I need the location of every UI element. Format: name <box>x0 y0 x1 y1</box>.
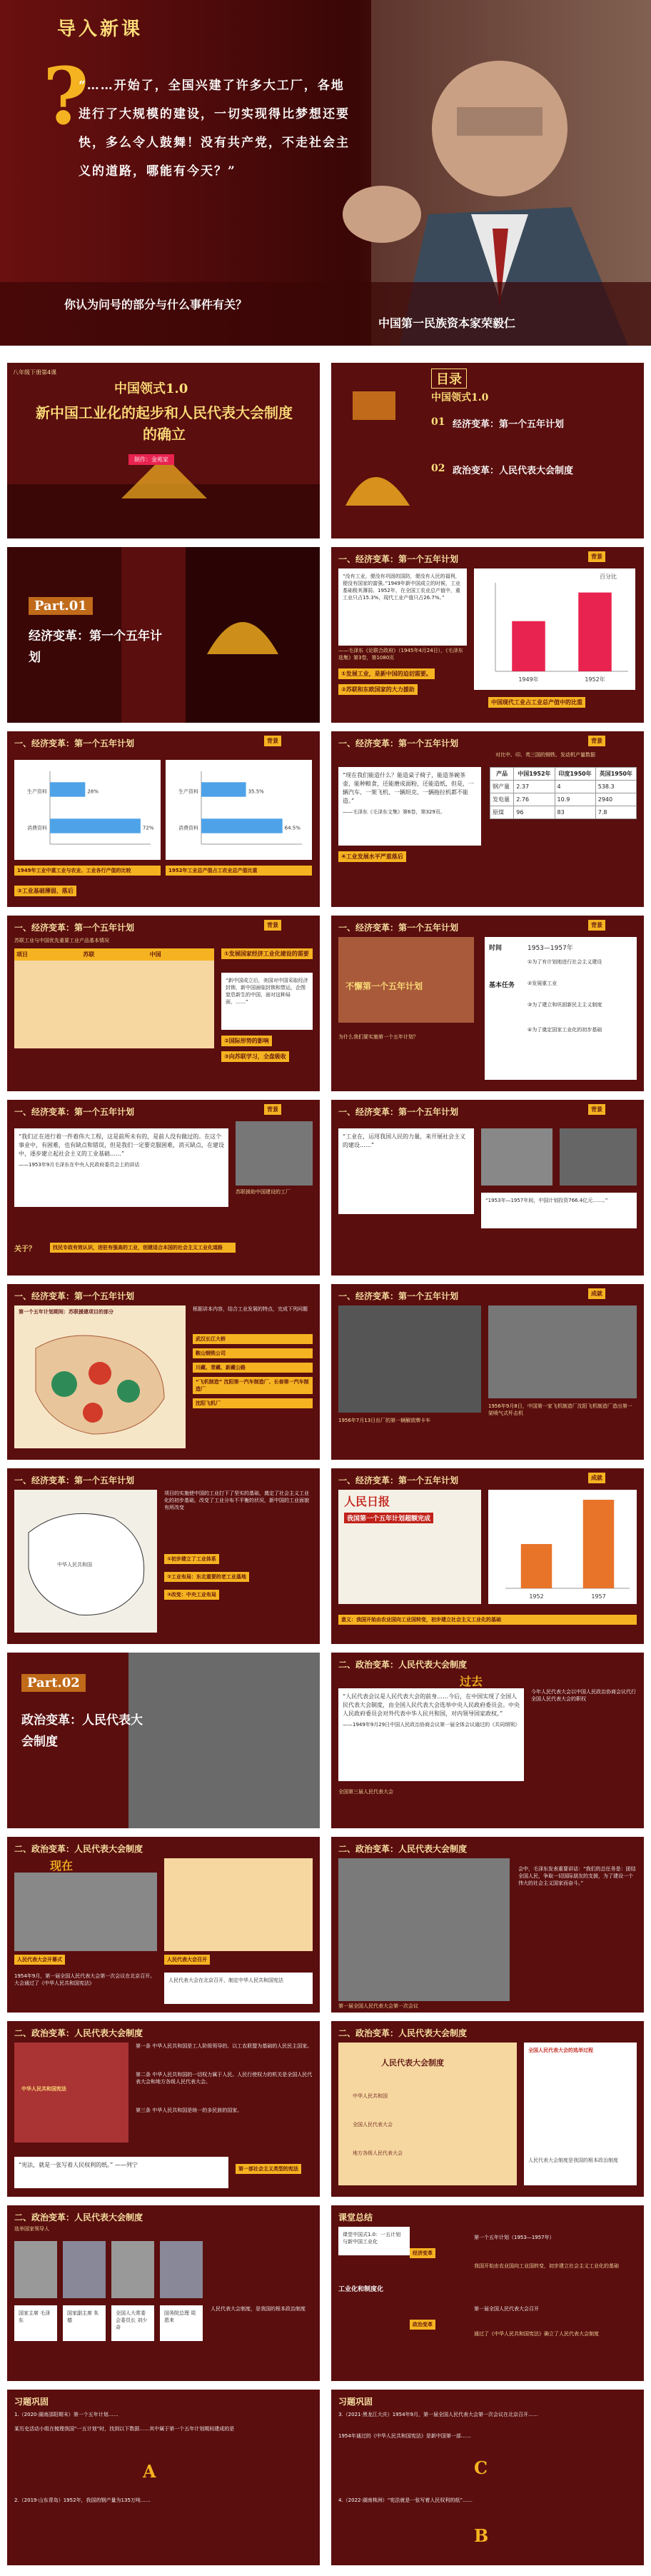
table-cell: 10.9 <box>555 793 595 806</box>
achievement-summary: 意义：我国开始由农业国向工业国转变，初步建立社会主义工业化的基础 <box>338 1615 637 1625</box>
tick-label: 1949年 <box>518 676 539 683</box>
bar <box>50 818 141 833</box>
chart2-caption: 1952年工业总产值占工农业总产值比重 <box>166 866 312 876</box>
bar <box>201 818 283 833</box>
bar <box>50 782 85 796</box>
part1-label: Part.01 <box>29 597 93 615</box>
side-text: “工业在，运用我国人民的力量，来开展社会主义的建设……” <box>343 1133 466 1148</box>
slide-industry-layout[interactable] <box>7 1468 320 1644</box>
construction-photo-caption: 苏联援助中国建设的工厂 <box>236 1189 291 1195</box>
construction-quote: “我们正在进行着一件着伟大工程，这是前所未有的，是前人没有做过的。在这个事业中，有困难，也有缺点和错误，但是我们一定要克服困难，消灭缺点，在建设中，逐步建立起社会主义的工业基础……” <box>19 1133 224 1157</box>
slide-system[interactable] <box>331 2021 644 2197</box>
exercise-answer-c: C <box>474 2457 488 2478</box>
slide-heading: 一、经济变革：第一个五年计划 <box>338 1291 459 1301</box>
slide-first-congress[interactable] <box>331 1837 644 2013</box>
table-cell: 7.8 <box>595 806 636 819</box>
system-poster <box>524 2043 637 2185</box>
leaders-text: 人民代表大会制度，是我国的根本政治制度 <box>211 2306 306 2312</box>
slide-heading: 一、经济变革：第一个五年计划 <box>14 923 135 933</box>
slide-past[interactable] <box>331 1653 644 1828</box>
contents-subtitle: 中国领式1.0 <box>431 392 489 404</box>
map-item: 川藏、青藏、新藏公路 <box>193 1363 313 1373</box>
construction-note: 找民专政有效认识，进驻有强高的工业，创建适合本国的社会主义工业化道路 <box>50 1243 236 1253</box>
contents-background <box>331 363 644 538</box>
poster-title: 全国人民代表大会的选举过程 <box>528 2048 593 2053</box>
layout-text: 项目的实施使中国的工业打下了坚实的基础，奠定了社会主义工业化的初步基础，改变了工业分布不平衡的状况，新中国的工业面貌有所改变 <box>164 1490 309 1510</box>
leader-portrait-4 <box>160 2241 203 2298</box>
chart2-panel <box>166 760 312 860</box>
truck-caption: 1956年7月13日出厂的第一辆解放牌卡车 <box>338 1418 431 1423</box>
present-caption-2: 人民代表大会召开 <box>164 1955 210 1965</box>
slide-soviet[interactable] <box>7 916 320 1091</box>
note-3: ③工业基础薄弱、落后 <box>14 886 76 896</box>
stamp-label: 背景 <box>588 1104 605 1115</box>
poster-text: 人民代表大会制度是我国的根本政治制度 <box>528 2157 618 2163</box>
soviet-quote: “新中国成立后，美国对中国采取经济封锁，新中国面临封锁和禁运，企图窒息新生的中国，面对这种局面，……” <box>221 973 313 1030</box>
exercise-answer: A <box>143 2461 156 2482</box>
table-row <box>490 793 637 806</box>
slide-heading: 一、经济变革：第一个五年计划 <box>338 1107 459 1117</box>
map-china <box>14 1305 186 1448</box>
value-label: 64.5% <box>284 825 301 831</box>
constitution-book <box>14 2043 128 2143</box>
task-1: ①为了有计划地进行社会主义建设 <box>528 959 602 965</box>
chart2-1952 <box>166 760 312 860</box>
bar <box>512 621 545 671</box>
slide-heading: 一、经济变革：第一个五年计划 <box>338 554 459 564</box>
slide-industry-ratio[interactable] <box>7 731 320 907</box>
hero-question: 你认为问号的部分与什么事件有关？ <box>64 298 248 311</box>
task-2: ②发展重工业 <box>528 981 557 986</box>
layout-map <box>14 1490 157 1633</box>
task-4: ④为了奠定国家工业化的初步基础 <box>528 1027 602 1033</box>
category-label: 消费资料 <box>27 825 47 831</box>
cover-badge: 制作：金苑家 <box>128 454 174 465</box>
category-label: 消费资料 <box>178 825 198 831</box>
truck-photo <box>338 1305 481 1413</box>
time-label: 时间 <box>489 945 503 952</box>
note-3: ③向苏联学习，全盘吸收 <box>221 1051 289 1062</box>
note-2: ②国际形势的影响 <box>221 1036 272 1046</box>
soviet-intro: 苏联工业与中国优先重要工业产品基本情况 <box>14 938 109 943</box>
layout-note-3: ③改变：中央工业布局 <box>164 1590 219 1600</box>
exercise-q1[interactable]: 1.（2020·湖南邵阳期末）第一个五年计划…… <box>14 2412 118 2417</box>
slide-heading: 习题巩固 <box>338 2397 373 2407</box>
leaders-caption: 选举国家领导人 <box>14 2226 49 2232</box>
table-header: 中国1952年 <box>514 768 555 781</box>
present-note: 人民代表大会在北京召开，制定中华人民共和国宪法 <box>164 1973 313 2004</box>
table-header: 产品 <box>490 768 514 781</box>
exercise-q3-text: 1954年通过的《中华人民共和国宪法》是新中国第一部…… <box>338 2433 471 2439</box>
bar <box>201 782 246 796</box>
past-text-box <box>338 1688 524 1781</box>
chart1-1949 <box>14 760 161 860</box>
slide-exercise-2[interactable] <box>331 2390 644 2565</box>
map-panel <box>14 1305 186 1448</box>
side-photo-1 <box>481 1128 552 1186</box>
background-quote-box <box>338 568 467 646</box>
stamp-label: 背景 <box>264 736 281 746</box>
slide-newspaper[interactable] <box>331 1468 644 1644</box>
constitution-point-2: 第二条 中华人民共和国的一切权力属于人民。人民行使权力的机关是全国人民代表大会和地方各级人民代表大会。 <box>136 2072 313 2085</box>
hero-quote: “……开始了，全国兴建了许多大工厂，各地进行了大规模的建设，一切实现得比梦想还要快，多么令人鼓舞！没有共产党，不走社会主义的道路，哪能有今天？” <box>79 79 350 179</box>
construction-source: ——1953年9月毛泽东在中央人民政府委员会上的讲话 <box>19 1162 140 1168</box>
map-item: 鞍山钢铁公司 <box>193 1348 313 1358</box>
comparison-table <box>490 767 637 819</box>
leader-portrait-1 <box>14 2241 57 2298</box>
category-label: 生产资料 <box>178 788 198 795</box>
construction-quote-box <box>14 1128 228 1207</box>
slide-background-chart[interactable] <box>331 547 644 723</box>
hero-label: 导入新课 <box>57 19 143 40</box>
slide-present[interactable] <box>7 1837 320 2013</box>
bar <box>578 593 612 671</box>
slide-heading: 一、经济变革：第一个五年计划 <box>338 923 459 933</box>
table-cell: 2.76 <box>514 793 555 806</box>
layout-note-2: ②工业布局：东北重要的老工业基地 <box>164 1572 249 1582</box>
chart-panel <box>474 568 635 690</box>
leader-name-3: 全国人大常委会委员长 刘少奇 <box>111 2305 154 2341</box>
contents-item1[interactable]: 经济变革：第一个五年计划 <box>453 419 565 430</box>
cover-headline: 新中国工业化的起步和人民代表大会制度的确立 <box>36 404 293 443</box>
stamp-label: 成就 <box>588 1288 605 1299</box>
stamp-label: 背景 <box>264 1104 281 1115</box>
poster-image <box>338 937 474 1023</box>
map-item: 武汉长江大桥 <box>193 1334 313 1344</box>
exercise-q2[interactable]: 2.（2019·山东青岛）1952年，我国的钢产量为135万吨…… <box>14 2497 151 2503</box>
slide-heading: 一、经济变革：第一个五年计划 <box>14 1107 135 1117</box>
slide-heading: 二、政治变革：人民代表大会制度 <box>338 1844 468 1854</box>
exercise-q4[interactable]: 4.（2022·湖南株洲）“宪法就是一张写着人民权利的纸”…… <box>338 2497 473 2503</box>
layout-map-label: 中华人民共和国 <box>57 1562 92 1568</box>
summary-branch-2: 政治变革 <box>410 2320 435 2330</box>
slide-contents[interactable] <box>331 363 644 538</box>
table-cell: 原煤 <box>490 806 514 819</box>
table-cell: 钢产量 <box>490 781 514 793</box>
side-text-box <box>338 1128 474 1214</box>
task-label: 基本任务 <box>489 982 515 989</box>
value-label: 35.5% <box>248 788 264 795</box>
slide-heading: 一、经济变革：第一个五年计划 <box>338 1475 459 1485</box>
table-cell: 4 <box>555 781 595 793</box>
system-item-2: 全国人民代表大会 <box>353 2122 393 2128</box>
background-quote: “没有工业，便没有巩固的国防，便没有人民的福利，便没有国家的富强。”1949年新中国成立的时候，工业基础极其薄弱。1952年，在全国工农业总产值中，重工业只占15.3%，现代工业产值只占26.7%。” <box>343 573 460 601</box>
slide-map-projects[interactable] <box>7 1284 320 1460</box>
system-item-1: 中华人民共和国 <box>353 2093 388 2099</box>
plane-photo <box>488 1305 637 1398</box>
category-label: 生产资料 <box>27 788 47 795</box>
value-label: 72% <box>142 825 154 831</box>
contents-item2-num: 02 <box>431 463 445 474</box>
table-header-row <box>490 768 637 781</box>
stamp-label: 背景 <box>588 736 605 746</box>
congress-photo <box>338 1858 510 2001</box>
task-3: ③为了建立和巩固新民主主义制度 <box>528 1002 602 1008</box>
leader-portrait-2 <box>63 2241 106 2298</box>
slide-heading: 二、政治变革：人民代表大会制度 <box>14 1844 143 1854</box>
slide-heading: 一、经济变革：第一个五年计划 <box>338 738 459 748</box>
constitution-point-1: 第一条 中华人民共和国是工人阶级领导的、以工农联盟为基础的人民民主国家。 <box>136 2043 313 2049</box>
stamp-label: 背景 <box>588 551 605 562</box>
note-2: ②苏联和东欧国家的大力援助 <box>338 684 418 695</box>
stamp-label: 成就 <box>588 1473 605 1483</box>
stamp-label: 背景 <box>264 920 281 931</box>
chart-footer: 中国现代工业占工业总产值中的比重 <box>488 697 585 708</box>
plane-caption: 1956年9月8日，中国第一家飞机制造厂沈阳飞机制造厂造出第一架喷气式歼击机 <box>488 1403 632 1416</box>
constitution-quote <box>14 2157 228 2188</box>
note-1: ①发展工业，是新中国的迫切需要。 <box>338 668 435 679</box>
part2-label: Part.02 <box>21 1674 86 1692</box>
summary-root: 工业化和制度化 <box>338 2286 384 2293</box>
contents-item1-num: 01 <box>431 416 445 428</box>
side-photo-2 <box>560 1128 637 1186</box>
growth-chart-panel <box>488 1490 637 1604</box>
chart1-caption: 1949年工业中重工业与农业、工业各行产值的比较 <box>14 866 161 876</box>
bar <box>583 1500 615 1588</box>
system-center: 人民代表大会制度 <box>381 2058 444 2068</box>
table-cell: 538.3 <box>595 781 636 793</box>
tick-label: 1952年 <box>585 676 605 683</box>
map-item: “飞机制造” 沈阳第一汽车制造厂、长春第一汽车制造厂 <box>193 1377 313 1394</box>
table-cell: 2.37 <box>514 781 555 793</box>
slide-heading: 二、政治变革：人民代表大会制度 <box>14 2212 143 2222</box>
slide-heading: 课堂总结 <box>338 2212 373 2222</box>
past-side-text: 今年人民代表大会以中国人民政治协商会议代行全国人民代表大会的职权 <box>531 1689 636 1702</box>
cover-title: 中国领式1.0 <box>114 381 188 396</box>
bar <box>521 1544 552 1588</box>
background-source: ——毛泽东《论联合政府》（1945年4月24日），《毛泽东选集》第3卷，第1080页 <box>338 648 463 661</box>
slide-comparison[interactable] <box>331 731 644 907</box>
leader-name-2: 国家副主席 朱德 <box>63 2305 106 2341</box>
table-cell: 83 <box>555 806 595 819</box>
hero-slide <box>0 0 651 346</box>
slide-heading: 二、政治变革：人民代表大会制度 <box>338 1660 468 1670</box>
congress-text: 会中，毛泽东发表重要讲话：“我们的总任务是：团结全国人民，争取一切国际朋友的支援，为了建设一个伟大的社会主义国家而奋斗。” <box>518 1866 636 1886</box>
quote-text: “宪法，就是一张写着人民权利的纸。” <box>19 2162 113 2168</box>
summary-leaf-2b: 通过了《中华人民共和国宪法》确立了人民代表大会制度 <box>474 2331 599 2337</box>
slide-part2[interactable] <box>7 1653 320 1828</box>
map-item: 沈阳飞机厂 <box>193 1398 313 1408</box>
slide-heading: 二、政治变革：人民代表大会制度 <box>14 2028 143 2038</box>
stamp-label: 背景 <box>588 920 605 931</box>
slide-five-year-plan[interactable] <box>331 916 644 1091</box>
plan-question: 为什么我们要实施第一个五年计划？ <box>338 1034 418 1040</box>
past-text: “人民代表会议是人民代表大会的前身……今后，在中国实现了全国人民代表大会制度，由全国人民代表大会选举中央人民政府委员会。中央人民政府委员会对外代表中华人民共和国，对内领导国家政权。” <box>343 1693 520 1717</box>
poster-banner: 不懈第一个五年计划 <box>345 981 423 991</box>
past-side-note: 全国第三届人民代表大会 <box>338 1789 393 1795</box>
congress-caption: 第一届全国人民代表大会第一次会议 <box>338 2003 418 2009</box>
plan-info-box <box>485 937 637 1080</box>
table-cell: 发电量 <box>490 793 514 806</box>
summary-branch-1: 经济变革 <box>410 2248 435 2258</box>
slide-leaders[interactable] <box>7 2205 320 2381</box>
construction-question: 关于？ <box>14 1246 36 1253</box>
slide-achievements[interactable] <box>331 1284 644 1460</box>
past-stamp: 过去 <box>460 1675 483 1688</box>
slide-part1[interactable] <box>7 547 320 723</box>
constitution-point-3: 第三条 中华人民共和国是统一的多民族的国家。 <box>136 2108 243 2113</box>
contents-title: 目录 <box>431 369 467 389</box>
layout-note-1: ①初步建立了工业体系 <box>164 1554 219 1564</box>
question-mark-icon: ? <box>43 50 89 142</box>
exercise-q3[interactable]: 3.（2021·黑龙江大庆）1954年9月，第一届全国人民代表大会第一次会议在北京召开…… <box>338 2412 538 2417</box>
summary-left-label: 课堂中国式1.0：一五计划与新中国工业化 <box>338 2227 410 2255</box>
part1-title: 经济变革：第一个五年计划 <box>29 629 162 665</box>
summary-leaf-2: 第一届全国人民代表大会召开 <box>474 2306 539 2312</box>
value-label: 28% <box>87 788 99 795</box>
slide-heading: 一、经济变革：第一个五年计划 <box>14 1475 135 1485</box>
slide-constitution[interactable] <box>7 2021 320 2197</box>
present-photo-2 <box>164 1858 313 1951</box>
table-header: 印度1950年 <box>555 768 595 781</box>
comparison-source: ——毛泽东《毛泽东文集》第6卷，第329页。 <box>343 809 445 815</box>
present-photo-1 <box>14 1873 157 1951</box>
slide-heading: 二、政治变革：人民代表大会制度 <box>338 2028 468 2038</box>
present-stamp: 现在 <box>50 1859 74 1873</box>
table-cell: 2940 <box>595 793 636 806</box>
table-header: 项目 <box>16 951 28 958</box>
note-4: ④工业发展水平严重落后 <box>338 851 406 862</box>
slide-construction[interactable] <box>7 1100 320 1276</box>
map-summary: 根据讲本内容，结合工业发展的特点，完成下列问题 <box>193 1306 308 1312</box>
exercise-answer-b: B <box>474 2525 489 2546</box>
note-1: ①发展国家经济工业化建设的需要 <box>221 948 313 959</box>
tick-label: 1957 <box>591 1593 606 1600</box>
growth-chart <box>488 1490 637 1604</box>
system-item-3: 地方各级人民代表大会 <box>353 2150 403 2156</box>
table-header: 中国 <box>149 951 161 958</box>
map-title: 第一个五年计划期间：苏联援建项目的部分 <box>19 1309 113 1315</box>
table-row <box>490 806 637 819</box>
contents-item2[interactable]: 政治变革：人民代表大会制度 <box>453 466 574 476</box>
table-cell: 96 <box>514 806 555 819</box>
newspaper-headline: 我国第一个五年计划超额完成 <box>344 1513 433 1523</box>
side-note: “1953年—1957年间，中国计划投资766.4亿元……。” <box>481 1193 637 1228</box>
present-caption-1: 人民代表大会开幕式 <box>14 1955 65 1965</box>
time-value: 1953—1957年 <box>528 945 573 952</box>
present-text: 1954年9月，第一届全国人民代表大会第一次会议在北京召开。大会通过了《中华人民共和国宪法》 <box>14 1973 156 1986</box>
leader-portrait-3 <box>111 2241 154 2298</box>
past-source: ——1949年9月29日中国人民政治协商会议第一届全体会议通过的《共同纲领》 <box>343 1722 520 1728</box>
slide-summary[interactable] <box>331 2205 644 2381</box>
part2-title: 政治变革：人民代表大会制度 <box>21 1713 143 1749</box>
soviet-table <box>14 948 214 1048</box>
book-title: 中华人民共和国宪法 <box>21 2086 66 2092</box>
slide-heading: 一、经济变革：第一个五年计划 <box>14 1291 135 1301</box>
leader-name-4: 国务院总理 周恩来 <box>160 2305 203 2341</box>
cover-tag: 八年级下册第4课 <box>13 369 57 376</box>
construction-photo <box>236 1121 313 1186</box>
constitution-note: 第一部社会主义类型的宪法 <box>236 2164 301 2174</box>
newspaper <box>338 1490 481 1604</box>
modern-industry-chart <box>474 568 635 690</box>
system-diagram <box>338 2043 517 2185</box>
table-row <box>490 781 637 793</box>
newspaper-title: 人民日报 <box>344 1495 390 1508</box>
comparison-quote: “现在我们能造什么？能造桌子椅子，能造茶碗茶壶，能种粮食，还能磨成面粉，还能造纸，但是，一辆汽车、一架飞机、一辆坦克、一辆拖拉机都不能造。” <box>343 772 474 804</box>
map-item-list <box>193 1334 313 1413</box>
quote-source: ——列宁 <box>114 2162 138 2168</box>
table-header: 英国1950年 <box>595 768 636 781</box>
slide-heading: 一、经济变革：第一个五年计划 <box>14 738 135 748</box>
table-header: 苏联 <box>83 951 95 958</box>
legend-label: 百分比 <box>600 573 617 580</box>
summary-leaf-1b: 我国开始由农业国向工业国转变，初步建立社会主义工业化的基础 <box>474 2263 619 2269</box>
slide-side-text[interactable] <box>331 1100 644 1276</box>
slide-title-cover[interactable] <box>7 363 320 538</box>
tick-label: 1952 <box>529 1593 544 1600</box>
top-note: 对比中、印、英三国的钢铁、发动机产量数据 <box>495 752 595 758</box>
slide-heading: 习题巩固 <box>14 2397 49 2407</box>
leader-name-1: 国家主席 毛泽东 <box>14 2305 57 2341</box>
slide-exercise-1[interactable] <box>7 2390 320 2565</box>
summary-leaf-1: 第一个五年计划（1953—1957年） <box>474 2235 555 2240</box>
soviet-table-header <box>14 948 214 961</box>
hero-caption: 中国第一民族资本家荣毅仁 <box>378 316 516 330</box>
chart1-panel <box>14 760 161 860</box>
exercise-q1-text: 某历史活动小组在梳理我国“一五计划”时，找到以下数据……其中属于第一个五年计划期间建成的是 <box>14 2426 235 2432</box>
comparison-quote-box <box>338 767 481 846</box>
